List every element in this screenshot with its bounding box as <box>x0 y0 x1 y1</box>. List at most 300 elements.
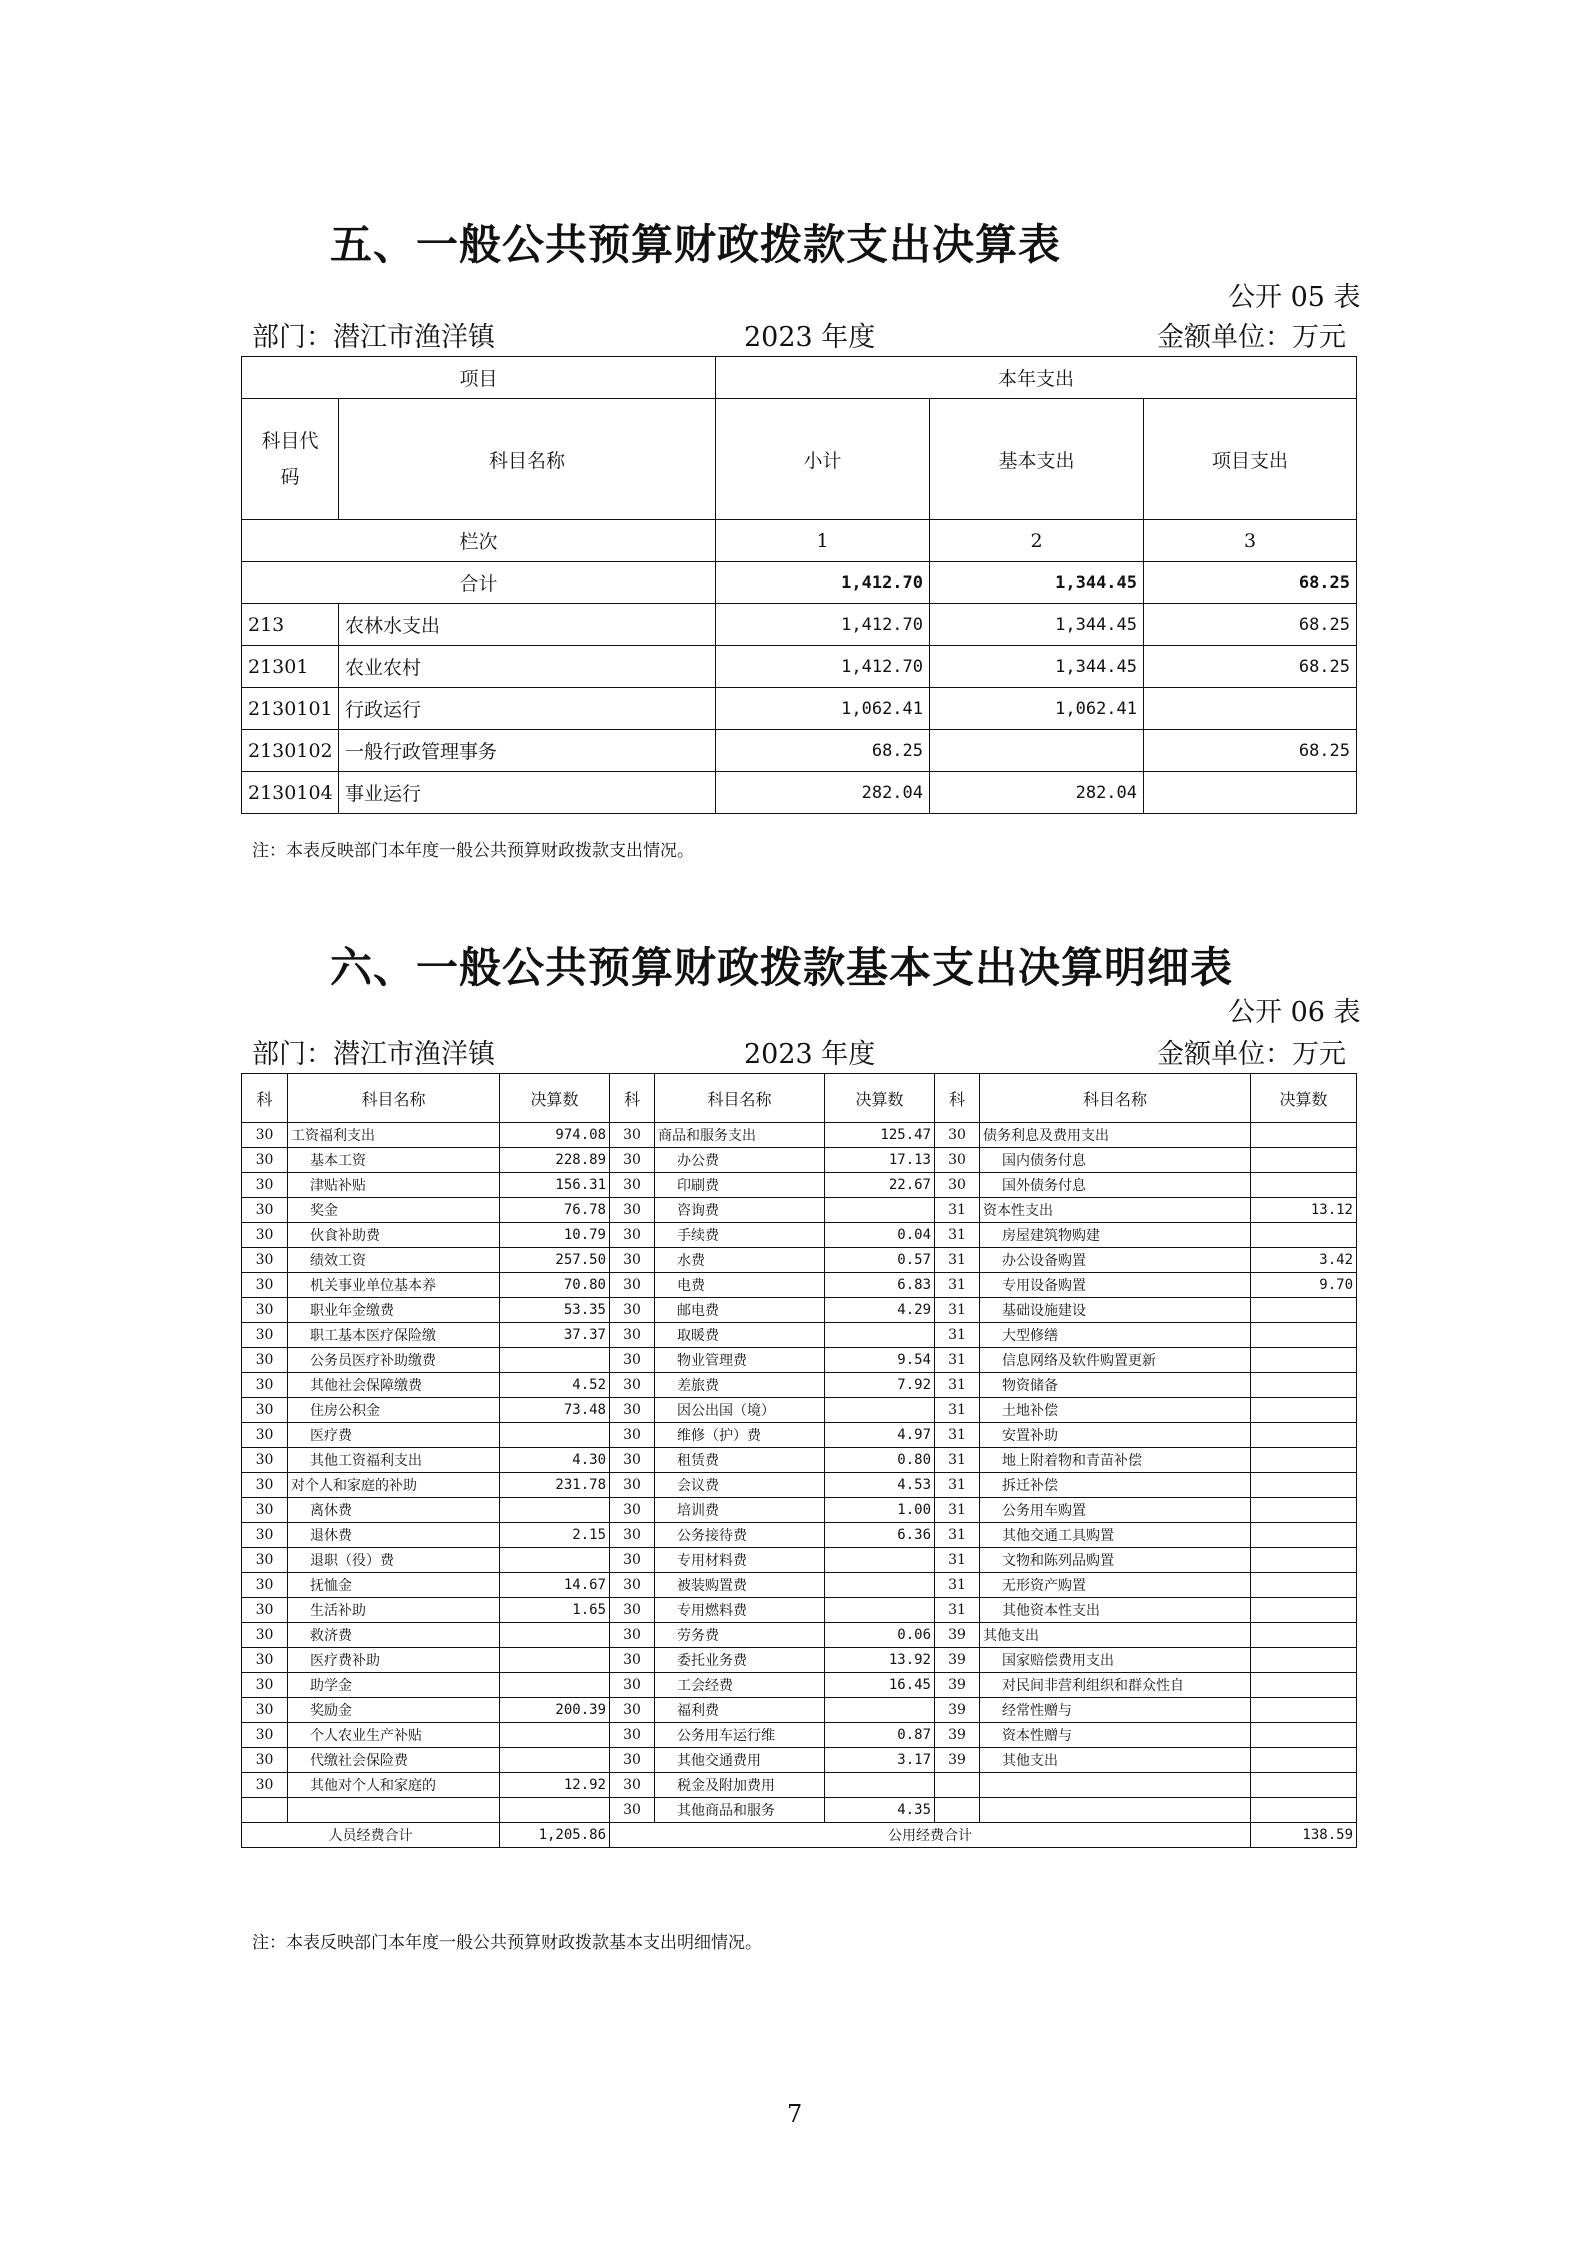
name-cell-g3: 文物和陈列品购置 <box>980 1548 1251 1573</box>
code-cell-g1: 30 <box>242 1748 288 1773</box>
table6-code: 公开 06 表 <box>1228 997 1361 1028</box>
project-cell <box>1144 772 1357 814</box>
name-cell-g1: 抚恤金 <box>288 1573 500 1598</box>
code-cell-g3: 39 <box>935 1698 980 1723</box>
header-subtotal: 小计 <box>716 399 930 520</box>
name-cell-g3: 房屋建筑物购建 <box>980 1223 1251 1248</box>
code-cell-g1: 30 <box>242 1473 288 1498</box>
code-cell-g2: 30 <box>610 1773 655 1798</box>
amount-cell-g1: 200.39 <box>500 1698 610 1723</box>
code-cell-g3: 31 <box>935 1248 980 1273</box>
amount-cell-g2 <box>825 1198 935 1223</box>
code-cell-g1: 30 <box>242 1773 288 1798</box>
amount-cell-g2: 17.13 <box>825 1148 935 1173</box>
name-cell-g1: 绩效工资 <box>288 1248 500 1273</box>
project-cell: 68.25 <box>1144 646 1357 688</box>
amount-cell-g1: 2.15 <box>500 1523 610 1548</box>
amount-cell-g1: 228.89 <box>500 1148 610 1173</box>
name-cell-g2: 委托业务费 <box>655 1648 825 1673</box>
name-cell-g2: 公务接待费 <box>655 1523 825 1548</box>
subtotal-cell: 282.04 <box>716 772 930 814</box>
basic-cell: 282.04 <box>930 772 1144 814</box>
table-row <box>242 1323 1357 1348</box>
table-row <box>242 646 1357 688</box>
amount-cell-g3 <box>1251 1173 1357 1198</box>
code-cell-g2: 30 <box>610 1623 655 1648</box>
header-project: 项目 <box>242 357 716 399</box>
name-cell-g1: 职业年金缴费 <box>288 1298 500 1323</box>
public-total: 138.59 <box>1251 1823 1357 1848</box>
code-cell-g2: 30 <box>610 1198 655 1223</box>
total-project: 68.25 <box>1144 562 1357 604</box>
name-cell-g2: 维修（护）费 <box>655 1423 825 1448</box>
code-cell-g3: 31 <box>935 1223 980 1248</box>
table-row <box>242 1648 1357 1673</box>
name-cell-g2: 商品和服务支出 <box>655 1123 825 1148</box>
name-cell-g1: 助学金 <box>288 1673 500 1698</box>
table-row <box>242 688 1357 730</box>
amount-cell-g3 <box>1251 1398 1357 1423</box>
code-cell-g2: 30 <box>610 1598 655 1623</box>
name-cell-g3 <box>980 1798 1251 1823</box>
code-cell-g3: 31 <box>935 1298 980 1323</box>
table5-note: 注：本表反映部门本年度一般公共预算财政拨款支出情况。 <box>252 841 694 861</box>
code-cell-g2: 30 <box>610 1723 655 1748</box>
amount-cell-g3 <box>1251 1123 1357 1148</box>
amount-cell-g3 <box>1251 1348 1357 1373</box>
name-cell-g1: 生活补助 <box>288 1598 500 1623</box>
amount-cell-g2: 125.47 <box>825 1123 935 1148</box>
col-2: 2 <box>930 520 1144 562</box>
name-cell-g3: 办公设备购置 <box>980 1248 1251 1273</box>
amount-cell-g1: 14.67 <box>500 1573 610 1598</box>
code-cell-g1: 30 <box>242 1623 288 1648</box>
code-cell-g2: 30 <box>610 1798 655 1823</box>
code-cell-g1: 30 <box>242 1323 288 1348</box>
code-cell-g1: 30 <box>242 1423 288 1448</box>
name-cell-g3: 土地补偿 <box>980 1398 1251 1423</box>
table5 <box>241 356 1357 814</box>
amount-cell-g2: 4.29 <box>825 1298 935 1323</box>
amount-cell-g2 <box>825 1548 935 1573</box>
code-cell-g3: 31 <box>935 1573 980 1598</box>
name-cell-g1: 退休费 <box>288 1523 500 1548</box>
code-cell-g2: 30 <box>610 1498 655 1523</box>
name-cell-g1: 职工基本医疗保险缴 <box>288 1323 500 1348</box>
header-name3: 科目名称 <box>980 1074 1251 1123</box>
name-cell-g3: 地上附着物和青苗补偿 <box>980 1448 1251 1473</box>
amount-cell-g3: 13.12 <box>1251 1198 1357 1223</box>
code-cell-g2: 30 <box>610 1448 655 1473</box>
name-cell-g1: 代缴社会保险费 <box>288 1748 500 1773</box>
amount-cell-g1: 4.30 <box>500 1448 610 1473</box>
col-1: 1 <box>716 520 930 562</box>
amount-cell-g2: 13.92 <box>825 1648 935 1673</box>
amount-cell-g1: 257.50 <box>500 1248 610 1273</box>
amount-cell-g3 <box>1251 1523 1357 1548</box>
code-cell-g2: 30 <box>610 1298 655 1323</box>
amount-cell-g1 <box>500 1748 610 1773</box>
amount-cell-g2: 7.92 <box>825 1373 935 1398</box>
name-cell-g2: 税金及附加费用 <box>655 1773 825 1798</box>
amount-cell-g2: 0.80 <box>825 1448 935 1473</box>
code-cell-g1: 30 <box>242 1298 288 1323</box>
name-cell-g2: 租赁费 <box>655 1448 825 1473</box>
name-cell-g2: 福利费 <box>655 1698 825 1723</box>
code-cell-g3: 31 <box>935 1598 980 1623</box>
amount-cell-g3 <box>1251 1673 1357 1698</box>
personnel-total: 1,205.86 <box>500 1823 610 1848</box>
code-cell: 2130101 <box>242 688 339 730</box>
code-cell-g1: 30 <box>242 1448 288 1473</box>
name-cell-g3: 国内债务付息 <box>980 1148 1251 1173</box>
amount-cell-g3 <box>1251 1323 1357 1348</box>
amount-cell-g2: 4.35 <box>825 1798 935 1823</box>
subtotal-cell: 1,062.41 <box>716 688 930 730</box>
amount-cell-g3 <box>1251 1648 1357 1673</box>
name-cell-g1: 个人农业生产补贴 <box>288 1723 500 1748</box>
amount-cell-g2: 4.53 <box>825 1473 935 1498</box>
code-cell-g1: 30 <box>242 1648 288 1673</box>
amount-cell-g2: 0.57 <box>825 1248 935 1273</box>
amount-cell-g3 <box>1251 1623 1357 1648</box>
name-cell-g1: 离休费 <box>288 1498 500 1523</box>
code-cell-g1: 30 <box>242 1498 288 1523</box>
code-cell-g3 <box>935 1773 980 1798</box>
name-cell: 农业农村 <box>339 646 716 688</box>
amount-cell-g2 <box>825 1573 935 1598</box>
name-cell-g2: 会议费 <box>655 1473 825 1498</box>
amount-cell-g1: 53.35 <box>500 1298 610 1323</box>
amount-cell-g1: 156.31 <box>500 1173 610 1198</box>
table-row <box>242 772 1357 814</box>
name-cell-g1: 其他对个人和家庭的 <box>288 1773 500 1798</box>
amount-cell-g1: 10.79 <box>500 1223 610 1248</box>
name-cell-g2: 手续费 <box>655 1223 825 1248</box>
amount-cell-g2: 0.06 <box>825 1623 935 1648</box>
code-cell-g1: 30 <box>242 1223 288 1248</box>
table-row <box>242 1223 1357 1248</box>
table-row <box>242 1398 1357 1423</box>
amount-cell-g2: 0.04 <box>825 1223 935 1248</box>
amount-cell-g1: 4.52 <box>500 1373 610 1398</box>
header-code: 科目代码 <box>242 399 339 520</box>
code-cell-g3: 30 <box>935 1148 980 1173</box>
name-cell-g3: 无形资产购置 <box>980 1573 1251 1598</box>
code-cell-g1: 30 <box>242 1673 288 1698</box>
table-row <box>242 1523 1357 1548</box>
name-cell-g2: 工会经费 <box>655 1673 825 1698</box>
amount-cell-g3 <box>1251 1423 1357 1448</box>
personnel-total-label: 人员经费合计 <box>242 1823 500 1848</box>
amount-cell-g2: 16.45 <box>825 1673 935 1698</box>
header-name2: 科目名称 <box>655 1074 825 1123</box>
name-cell-g3: 物资储备 <box>980 1373 1251 1398</box>
code-cell-g3: 31 <box>935 1498 980 1523</box>
name-cell-g3: 资本性支出 <box>980 1198 1251 1223</box>
table-row <box>242 1548 1357 1573</box>
name-cell-g2: 专用材料费 <box>655 1548 825 1573</box>
amount-cell-g3 <box>1251 1473 1357 1498</box>
amount-cell-g2: 3.17 <box>825 1748 935 1773</box>
code-cell-g2: 30 <box>610 1423 655 1448</box>
amount-cell-g2: 6.83 <box>825 1273 935 1298</box>
table-row <box>242 1273 1357 1298</box>
name-cell-g2: 劳务费 <box>655 1623 825 1648</box>
table-row <box>242 1698 1357 1723</box>
code-cell: 21301 <box>242 646 339 688</box>
amount-cell-g1 <box>500 1423 610 1448</box>
name-cell-g2: 专用燃料费 <box>655 1598 825 1623</box>
name-cell-g3: 资本性赠与 <box>980 1723 1251 1748</box>
header-k1: 科 <box>242 1074 288 1123</box>
amount-cell-g1 <box>500 1623 610 1648</box>
code-cell-g2: 30 <box>610 1523 655 1548</box>
amount-cell-g3 <box>1251 1373 1357 1398</box>
code-cell-g1: 30 <box>242 1398 288 1423</box>
code-cell-g2: 30 <box>610 1373 655 1398</box>
name-cell-g1: 救济费 <box>288 1623 500 1648</box>
table-row <box>242 1198 1357 1223</box>
name-cell-g2: 培训费 <box>655 1498 825 1523</box>
basic-cell <box>930 730 1144 772</box>
code-cell: 213 <box>242 604 339 646</box>
code-cell-g2: 30 <box>610 1323 655 1348</box>
code-cell-g2: 30 <box>610 1648 655 1673</box>
name-cell: 事业运行 <box>339 772 716 814</box>
name-cell-g1: 工资福利支出 <box>288 1123 500 1148</box>
header-amount1: 决算数 <box>500 1074 610 1123</box>
name-cell-g3: 拆迁补偿 <box>980 1473 1251 1498</box>
amount-cell-g3 <box>1251 1723 1357 1748</box>
code-cell: 2130102 <box>242 730 339 772</box>
amount-cell-g1 <box>500 1673 610 1698</box>
amount-cell-g1: 231.78 <box>500 1473 610 1498</box>
code-cell-g1: 30 <box>242 1373 288 1398</box>
code-cell-g3: 31 <box>935 1323 980 1348</box>
name-cell-g1: 其他社会保障缴费 <box>288 1373 500 1398</box>
code-cell-g2: 30 <box>610 1248 655 1273</box>
amount-cell-g1: 76.78 <box>500 1198 610 1223</box>
code-cell-g1: 30 <box>242 1248 288 1273</box>
table6-title: 六、一般公共预算财政拨款基本支出决算明细表 <box>330 943 1234 992</box>
amount-cell-g3 <box>1251 1448 1357 1473</box>
amount-cell-g2: 1.00 <box>825 1498 935 1523</box>
amount-cell-g3 <box>1251 1298 1357 1323</box>
table-row <box>242 1498 1357 1523</box>
amount-cell-g2 <box>825 1698 935 1723</box>
total-label: 合计 <box>242 562 716 604</box>
name-cell-g3: 公务用车购置 <box>980 1498 1251 1523</box>
total-basic: 1,344.45 <box>930 562 1144 604</box>
row-label: 栏次 <box>242 520 716 562</box>
code-cell-g2: 30 <box>610 1548 655 1573</box>
header-basic: 基本支出 <box>930 399 1144 520</box>
table-row <box>242 604 1357 646</box>
code-cell-g1: 30 <box>242 1348 288 1373</box>
amount-cell-g1 <box>500 1798 610 1823</box>
table-row <box>242 1798 1357 1823</box>
name-cell-g3: 大型修缮 <box>980 1323 1251 1348</box>
code-cell-g1: 30 <box>242 1573 288 1598</box>
name-cell-g1: 奖励金 <box>288 1698 500 1723</box>
name-cell-g3: 其他交通工具购置 <box>980 1523 1251 1548</box>
code-cell-g3: 31 <box>935 1548 980 1573</box>
table-row <box>242 1148 1357 1173</box>
amount-cell-g3 <box>1251 1798 1357 1823</box>
table5-dept: 部门：潜江市渔洋镇 <box>252 322 495 353</box>
code-cell-g1: 30 <box>242 1548 288 1573</box>
name-cell-g1: 机关事业单位基本养 <box>288 1273 500 1298</box>
code-cell-g2: 30 <box>610 1698 655 1723</box>
code-cell-g1: 30 <box>242 1698 288 1723</box>
code-cell-g3: 39 <box>935 1723 980 1748</box>
table-row <box>242 1623 1357 1648</box>
name-cell: 一般行政管理事务 <box>339 730 716 772</box>
name-cell-g1: 对个人和家庭的补助 <box>288 1473 500 1498</box>
amount-cell-g3 <box>1251 1748 1357 1773</box>
name-cell-g3: 基础设施建设 <box>980 1298 1251 1323</box>
code-cell-g2: 30 <box>610 1748 655 1773</box>
amount-cell-g3: 3.42 <box>1251 1248 1357 1273</box>
table-row <box>242 1173 1357 1198</box>
amount-cell-g1: 12.92 <box>500 1773 610 1798</box>
name-cell-g3: 国外债务付息 <box>980 1173 1251 1198</box>
table-row <box>242 1773 1357 1798</box>
table5-unit: 金额单位：万元 <box>1157 322 1346 353</box>
name-cell-g3: 经常性赠与 <box>980 1698 1251 1723</box>
code-cell-g2: 30 <box>610 1398 655 1423</box>
header-current-year: 本年支出 <box>716 357 1357 399</box>
amount-cell-g1: 73.48 <box>500 1398 610 1423</box>
table5-year: 2023 年度 <box>744 322 876 353</box>
table-row <box>242 1298 1357 1323</box>
amount-cell-g1: 1.65 <box>500 1598 610 1623</box>
amount-cell-g3: 9.70 <box>1251 1273 1357 1298</box>
name-cell: 农林水支出 <box>339 604 716 646</box>
code-cell-g1: 30 <box>242 1273 288 1298</box>
table-row <box>242 1348 1357 1373</box>
code-cell-g1: 30 <box>242 1198 288 1223</box>
amount-cell-g3 <box>1251 1573 1357 1598</box>
table-row <box>242 1448 1357 1473</box>
code-cell-g2: 30 <box>610 1348 655 1373</box>
total-row <box>242 562 1357 604</box>
amount-cell-g3 <box>1251 1698 1357 1723</box>
code-cell-g2: 30 <box>610 1123 655 1148</box>
name-cell-g1: 公务员医疗补助缴费 <box>288 1348 500 1373</box>
name-cell: 行政运行 <box>339 688 716 730</box>
amount-cell-g1: 974.08 <box>500 1123 610 1148</box>
page-number: 7 <box>787 2100 803 2128</box>
totals-row <box>242 1823 1357 1848</box>
name-cell-g3: 专用设备购置 <box>980 1273 1251 1298</box>
code-cell-g3: 31 <box>935 1473 980 1498</box>
code-cell-g3: 31 <box>935 1423 980 1448</box>
name-cell-g3: 其他支出 <box>980 1623 1251 1648</box>
project-cell: 68.25 <box>1144 730 1357 772</box>
table6-note: 注：本表反映部门本年度一般公共预算财政拨款基本支出明细情况。 <box>252 1933 762 1953</box>
amount-cell-g1: 70.80 <box>500 1273 610 1298</box>
basic-cell: 1,344.45 <box>930 646 1144 688</box>
table-row <box>242 1248 1357 1273</box>
code-cell-g3: 31 <box>935 1348 980 1373</box>
name-cell-g3: 其他资本性支出 <box>980 1598 1251 1623</box>
table-row <box>242 1723 1357 1748</box>
code-cell-g1: 30 <box>242 1523 288 1548</box>
amount-cell-g2: 9.54 <box>825 1348 935 1373</box>
total-subtotal: 1,412.70 <box>716 562 930 604</box>
amount-cell-g2: 4.97 <box>825 1423 935 1448</box>
name-cell-g3: 其他支出 <box>980 1748 1251 1773</box>
code-cell-g3: 31 <box>935 1373 980 1398</box>
name-cell-g2: 取暖费 <box>655 1323 825 1348</box>
code-cell-g3: 39 <box>935 1673 980 1698</box>
table-row <box>242 1123 1357 1148</box>
amount-cell-g2: 6.36 <box>825 1523 935 1548</box>
name-cell-g1: 医疗费补助 <box>288 1648 500 1673</box>
code-cell-g2: 30 <box>610 1473 655 1498</box>
subtotal-cell: 1,412.70 <box>716 646 930 688</box>
header-amount3: 决算数 <box>1251 1074 1357 1123</box>
amount-cell-g2 <box>825 1398 935 1423</box>
amount-cell-g3 <box>1251 1598 1357 1623</box>
name-cell-g2: 水费 <box>655 1248 825 1273</box>
code-cell-g3: 31 <box>935 1398 980 1423</box>
table-row <box>242 1473 1357 1498</box>
table6-year: 2023 年度 <box>744 1039 876 1070</box>
code-cell-g1: 30 <box>242 1173 288 1198</box>
amount-cell-g3 <box>1251 1223 1357 1248</box>
name-cell-g2: 办公费 <box>655 1148 825 1173</box>
public-total-label: 公用经费合计 <box>610 1823 1251 1848</box>
amount-cell-g3 <box>1251 1498 1357 1523</box>
basic-cell: 1,062.41 <box>930 688 1144 730</box>
name-cell-g2: 公务用车运行维 <box>655 1723 825 1748</box>
table-row <box>242 1573 1357 1598</box>
code-cell-g3: 39 <box>935 1748 980 1773</box>
name-cell-g2: 其他商品和服务 <box>655 1798 825 1823</box>
name-cell-g2: 邮电费 <box>655 1298 825 1323</box>
code-cell-g2: 30 <box>610 1173 655 1198</box>
code-cell-g2: 30 <box>610 1273 655 1298</box>
table-row <box>242 1373 1357 1398</box>
table6-unit: 金额单位：万元 <box>1157 1039 1346 1070</box>
table6-dept: 部门：潜江市渔洋镇 <box>252 1039 495 1070</box>
header-name1: 科目名称 <box>288 1074 500 1123</box>
code-cell-g2: 30 <box>610 1223 655 1248</box>
name-cell-g2: 电费 <box>655 1273 825 1298</box>
name-cell-g1 <box>288 1798 500 1823</box>
amount-cell-g2 <box>825 1773 935 1798</box>
name-cell-g2: 其他交通费用 <box>655 1748 825 1773</box>
name-cell-g3: 对民间非营利组织和群众性自 <box>980 1673 1251 1698</box>
name-cell-g2: 被装购置费 <box>655 1573 825 1598</box>
amount-cell-g2: 22.67 <box>825 1173 935 1198</box>
project-cell: 68.25 <box>1144 604 1357 646</box>
code-cell-g3: 31 <box>935 1198 980 1223</box>
name-cell-g3: 债务利息及费用支出 <box>980 1123 1251 1148</box>
code-cell-g3: 30 <box>935 1123 980 1148</box>
amount-cell-g1 <box>500 1498 610 1523</box>
code-cell-g3: 39 <box>935 1648 980 1673</box>
header-k3: 科 <box>935 1074 980 1123</box>
subtotal-cell: 68.25 <box>716 730 930 772</box>
name-cell-g1: 医疗费 <box>288 1423 500 1448</box>
code-cell-g1: 30 <box>242 1123 288 1148</box>
header-k2: 科 <box>610 1074 655 1123</box>
name-cell-g2: 差旅费 <box>655 1373 825 1398</box>
